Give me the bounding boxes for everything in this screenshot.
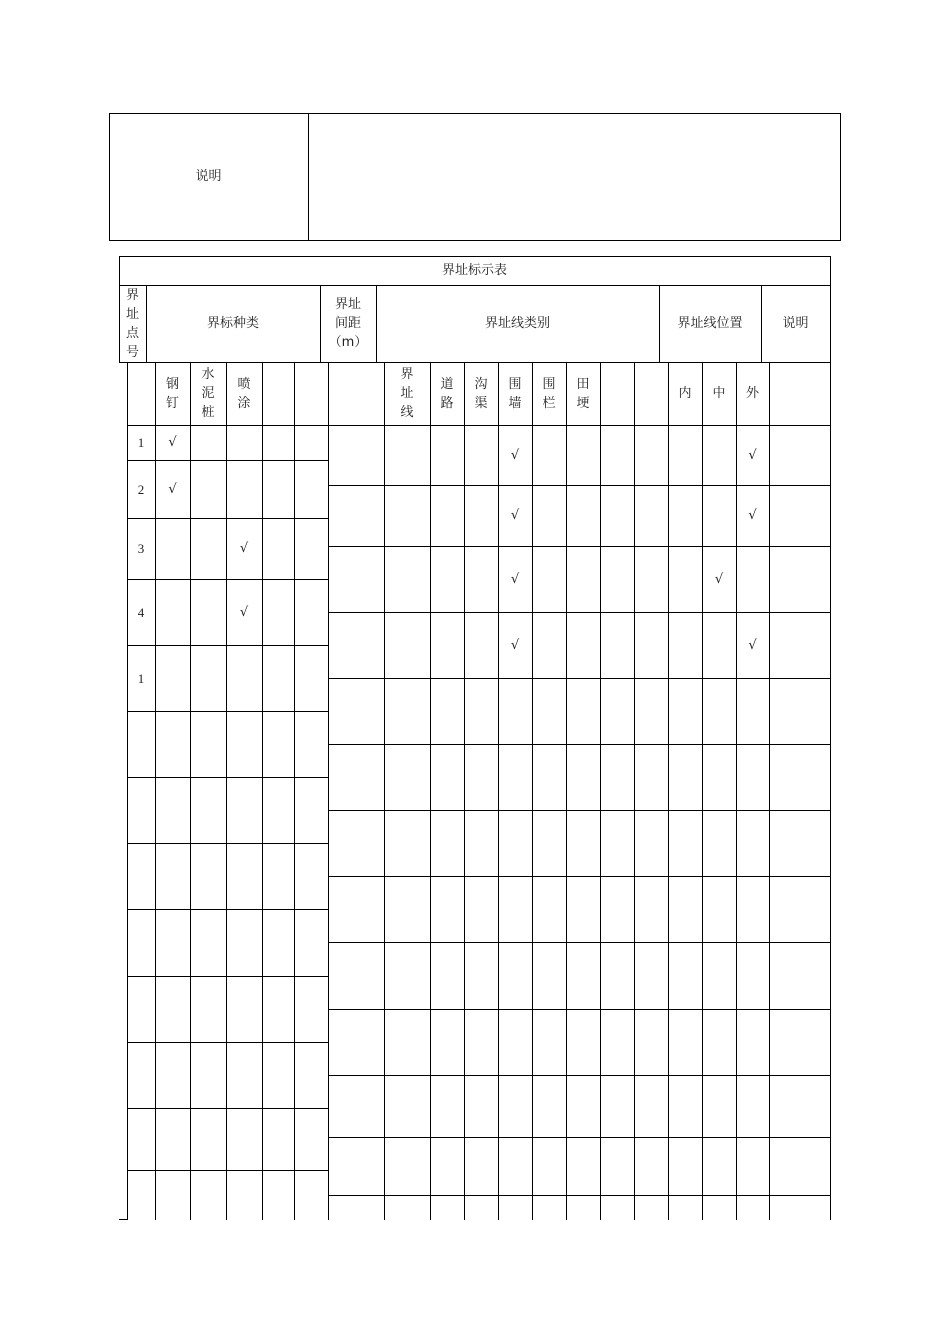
table-column-rule — [702, 362, 703, 1220]
table-column-rule — [190, 362, 191, 1220]
point-number: 1 — [137, 435, 145, 450]
point-row-rule — [127, 777, 329, 778]
table-column-rule — [430, 362, 431, 1220]
remarks-content-cell — [308, 113, 840, 240]
position-check-cell — [702, 546, 736, 612]
line-type-3-cell — [498, 362, 532, 425]
marker-type-0-cell — [155, 362, 190, 425]
header-spacing: 界址 间距 （m） — [328, 297, 368, 350]
point-row-rule — [127, 1108, 329, 1109]
position-check: √ — [748, 447, 757, 463]
table-column-rule — [634, 362, 635, 1220]
line-type-5: 田 埂 — [576, 376, 590, 411]
line-type-check-cell — [498, 546, 532, 612]
position-check: √ — [748, 637, 757, 653]
header-marker-type-cell — [146, 285, 320, 362]
table-column-rule — [328, 362, 329, 1220]
line-type-0: 界 址 线 — [400, 367, 414, 420]
point-number: 1 — [137, 670, 145, 686]
position-2-cell — [736, 362, 769, 425]
marker-type-1-cell — [190, 362, 226, 425]
marker-check: √ — [239, 604, 249, 620]
header-remarks: 说明 — [782, 316, 809, 331]
point-number: 4 — [137, 604, 145, 620]
marker-check-cell — [155, 425, 190, 460]
point-row-rule — [127, 976, 329, 977]
table-column-rule — [294, 362, 295, 1220]
table-title-cell — [119, 256, 830, 285]
line-type-check-cell — [498, 425, 532, 485]
header-line-type-cell — [376, 285, 659, 362]
line-type-check: √ — [510, 447, 520, 463]
segment-row-rule — [328, 1009, 831, 1010]
line-type-check-cell — [498, 612, 532, 678]
point-row-rule — [127, 843, 329, 844]
marker-check-cell — [226, 518, 262, 579]
position-0: 内 — [678, 386, 692, 401]
point-number-cell — [127, 579, 155, 645]
position-check: √ — [714, 571, 724, 587]
table-title: 界址标示表 — [441, 263, 507, 278]
marker-type-2: 喷 涂 — [237, 376, 251, 411]
position-1-cell — [702, 362, 736, 425]
header-line-type: 界址线类别 — [484, 316, 550, 331]
line-type-2-cell — [464, 362, 498, 425]
header-remarks-cell — [761, 285, 830, 362]
segment-row-rule — [328, 1075, 831, 1076]
point-number: 2 — [137, 481, 145, 497]
table-row-rule — [127, 425, 831, 426]
table-column-rule — [769, 362, 770, 1220]
line-type-0-cell — [384, 362, 430, 425]
point-number: 3 — [137, 541, 145, 556]
marker-type-4-cell — [294, 362, 328, 425]
table-column-rule — [840, 113, 841, 241]
marker-type-0: 钢 钉 — [165, 376, 179, 411]
line-type-7-cell — [634, 362, 668, 425]
line-type-6-cell — [600, 362, 634, 425]
position-check: √ — [748, 508, 757, 523]
marker-check: √ — [168, 481, 177, 497]
line-type-check: √ — [510, 637, 520, 653]
point-number-cell — [127, 425, 155, 460]
line-type-check: √ — [510, 508, 520, 523]
marker-check: √ — [168, 435, 177, 450]
point-number-cell — [127, 460, 155, 518]
point-row-rule — [127, 1170, 329, 1171]
header-line-position-cell — [659, 285, 761, 362]
table-row-rule — [109, 240, 841, 241]
marker-type-2-cell — [226, 362, 262, 425]
point-number-cell — [127, 645, 155, 711]
line-type-4-cell — [532, 362, 566, 425]
point-number-cell — [127, 518, 155, 579]
line-type-check-cell — [498, 485, 532, 546]
position-1: 中 — [712, 386, 726, 401]
header-marker-type: 界标种类 — [206, 316, 259, 331]
position-check-cell — [736, 612, 769, 678]
segment-row-rule — [328, 810, 831, 811]
remarks-label-cell — [109, 113, 308, 240]
header-line-position: 界址线位置 — [677, 316, 743, 331]
position-2: 外 — [745, 386, 759, 401]
point-row-rule — [127, 1042, 329, 1043]
table-column-rule — [600, 362, 601, 1220]
marker-check-cell — [155, 460, 190, 518]
position-check-cell — [736, 425, 769, 485]
line-type-4: 围 栏 — [542, 376, 556, 411]
segment-row-rule — [328, 546, 831, 547]
table-column-rule — [384, 362, 385, 1220]
table-column-rule — [262, 362, 263, 1220]
point-row-rule — [127, 645, 329, 646]
line-type-1: 道 路 — [440, 376, 454, 411]
header-point-no: 界 址 点 号 — [125, 287, 139, 360]
table-column-rule — [226, 362, 227, 1220]
header-spacing-cell — [320, 285, 376, 362]
line-type-1-cell — [430, 362, 464, 425]
line-type-3: 围 墙 — [508, 376, 522, 411]
line-type-5-cell — [566, 362, 600, 425]
marker-type-1: 水 泥 桩 — [201, 367, 215, 420]
point-row-rule — [127, 711, 329, 712]
table-column-rule — [566, 362, 567, 1220]
table-column-rule — [668, 362, 669, 1220]
table-column-rule — [464, 362, 465, 1220]
marker-check-cell — [226, 579, 262, 645]
marker-type-3-cell — [262, 362, 294, 425]
marker-check: √ — [239, 541, 249, 556]
table-column-rule — [532, 362, 533, 1220]
header-point-no-cell — [119, 285, 146, 362]
line-type-2: 沟 渠 — [474, 376, 488, 411]
segment-row-rule — [328, 1195, 831, 1196]
remarks-label: 说明 — [195, 169, 222, 184]
position-0-cell — [668, 362, 702, 425]
line-type-check: √ — [510, 571, 520, 587]
segment-row-rule — [328, 678, 831, 679]
segment-row-rule — [328, 876, 831, 877]
table-edge-mark — [119, 1219, 128, 1220]
position-check-cell — [736, 485, 769, 546]
segment-row-rule — [328, 744, 831, 745]
segment-row-rule — [328, 942, 831, 943]
point-row-rule — [127, 909, 329, 910]
segment-row-rule — [328, 1137, 831, 1138]
